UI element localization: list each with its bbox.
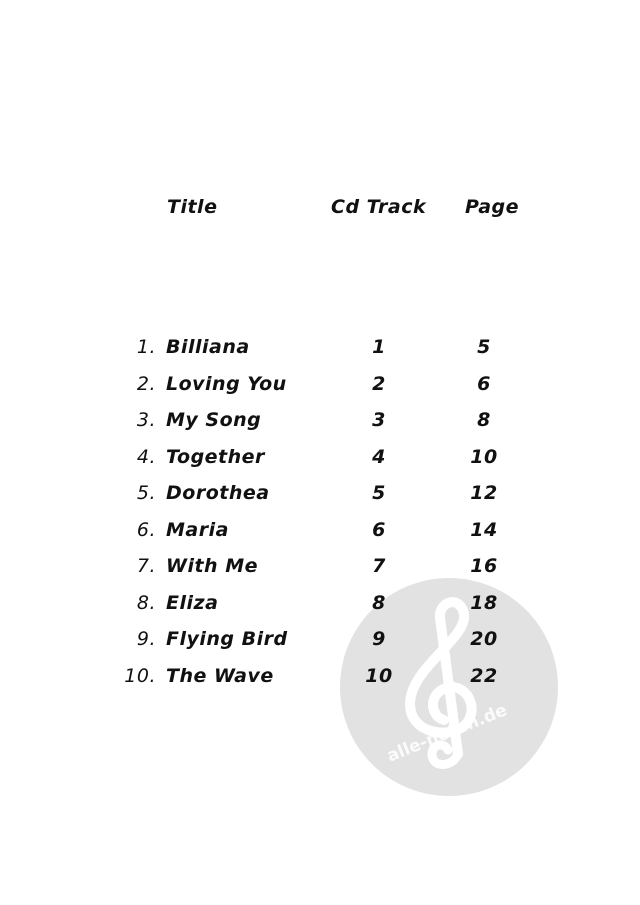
track-number: 4. — [136, 445, 156, 468]
cd-track-number: 10 — [365, 664, 393, 687]
track-title: The Wave — [166, 664, 274, 687]
cd-track-number: 3 — [372, 409, 386, 431]
track-number: 1. — [136, 336, 156, 358]
track-row — [0, 555, 640, 592]
track-row — [0, 519, 640, 556]
track-title: Maria — [166, 518, 229, 541]
track-number: 7. — [136, 555, 156, 577]
track-number: 5. — [136, 482, 156, 504]
track-number: 3. — [136, 409, 156, 431]
track-title: My Song — [166, 409, 262, 431]
track-title: Billiana — [166, 336, 250, 358]
track-row — [0, 665, 640, 702]
cd-track-number: 9 — [372, 628, 386, 650]
cd-track-number: 8 — [372, 591, 386, 614]
track-number: 9. — [136, 628, 156, 650]
track-title: Flying Bird — [166, 628, 288, 650]
track-title: Dorothea — [166, 482, 270, 504]
track-number: 2. — [136, 372, 156, 395]
track-row — [0, 336, 640, 373]
track-title: Eliza — [166, 591, 219, 614]
track-row — [0, 446, 640, 483]
cd-track-number: 7 — [372, 555, 386, 577]
track-title: With Me — [166, 555, 258, 577]
track-row — [0, 482, 640, 519]
page-number: 6 — [477, 372, 491, 395]
page-number: 5 — [477, 336, 491, 358]
page-number: 20 — [470, 628, 498, 650]
page-number: 16 — [470, 555, 498, 577]
track-row — [0, 373, 640, 410]
page-number: 14 — [470, 518, 498, 541]
page-number: 10 — [470, 445, 498, 468]
track-row — [0, 628, 640, 665]
page-number: 12 — [470, 482, 498, 504]
cd-track-number: 6 — [372, 518, 386, 541]
track-number: 10. — [124, 664, 156, 687]
page-number: 18 — [470, 591, 498, 614]
page-number: 22 — [470, 664, 498, 687]
column-header-title: Title — [167, 196, 218, 218]
cd-track-number: 1 — [372, 336, 386, 358]
track-number: 8. — [136, 591, 156, 614]
cd-track-number: 4 — [372, 445, 386, 468]
track-list — [0, 336, 640, 701]
track-title: Loving You — [166, 372, 287, 395]
track-row — [0, 592, 640, 629]
track-number: 6. — [136, 518, 156, 541]
page-number: 8 — [477, 409, 491, 431]
cd-track-number: 2 — [372, 372, 386, 395]
track-title: Together — [166, 445, 265, 468]
column-header-page: Page — [465, 196, 520, 218]
cd-track-number: 5 — [372, 482, 386, 504]
watermark-text: alle-noten.de — [384, 700, 510, 767]
column-header-cd-track: Cd Track — [331, 196, 427, 218]
track-row — [0, 409, 640, 446]
